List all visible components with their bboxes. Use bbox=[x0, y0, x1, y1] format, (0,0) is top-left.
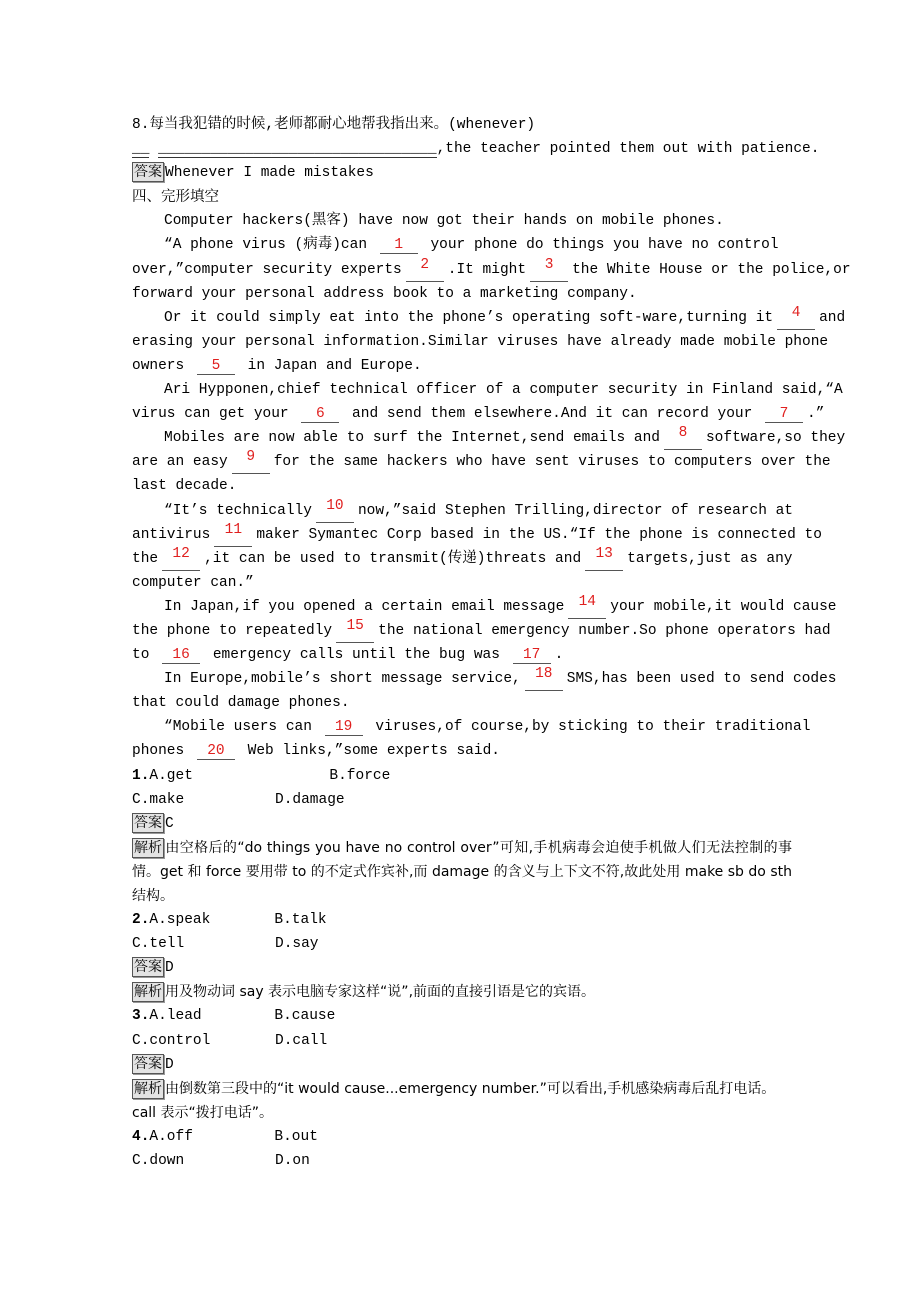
passage-line: are an easy 9 for the same hackers who have sent viruses to computers over the bbox=[132, 450, 792, 474]
passage-line: erasing your personal information.Similar viruses have already made mobile phone bbox=[132, 333, 829, 350]
passage-line: forward your personal address book to a marketing company. bbox=[132, 285, 637, 302]
question-2-answer: 答案 D bbox=[134, 959, 174, 977]
option-a: A.off bbox=[149, 1128, 193, 1145]
passage-line: Ari Hypponen,chief technical officer of a computer security in Finland said,“A bbox=[164, 382, 843, 399]
passage-line: Computer hackers(黑客) have now got their hands on mobile phones. bbox=[164, 213, 724, 230]
blank-2: 2 bbox=[406, 258, 444, 282]
blank-15: 15 bbox=[336, 619, 374, 643]
option-c: C.tell bbox=[132, 936, 185, 953]
analysis-tag: 解析 bbox=[134, 984, 162, 1001]
option-d: D.say bbox=[275, 936, 319, 953]
option-d: D.call bbox=[275, 1032, 328, 1049]
option-c: C.make bbox=[132, 791, 185, 808]
answer-tag: 答案 bbox=[134, 1055, 162, 1072]
passage-line: In Europe,mobile’s short message service, 18 SMS,has been used to send codes bbox=[132, 667, 792, 691]
blank-4: 4 bbox=[777, 306, 815, 330]
passage-line: owners 5 in Japan and Europe. bbox=[132, 357, 422, 374]
answer-blank-prefix: __ bbox=[132, 141, 150, 158]
question-2-options-ab: 2.A.speak B.talk bbox=[132, 908, 792, 932]
question-1-options-ab: 1.A.get B.force bbox=[132, 764, 792, 788]
blank-1: 1 bbox=[380, 238, 418, 254]
option-a: A.get bbox=[149, 767, 193, 784]
question-3-options-ab: 3.A.lead B.cause bbox=[132, 1004, 792, 1028]
blank-3: 3 bbox=[530, 258, 568, 282]
passage-line: the phone to repeatedly 15 the national emergency number.So phone operators had bbox=[132, 619, 792, 643]
option-a: A.lead bbox=[149, 1008, 202, 1025]
analysis-tag: 解析 bbox=[134, 839, 162, 856]
section-title: 四、完形填空 bbox=[132, 189, 219, 206]
analysis-tag: 解析 bbox=[134, 1080, 162, 1097]
option-c: C.down bbox=[132, 1153, 185, 1170]
option-c: C.control bbox=[132, 1032, 211, 1049]
translation-prompt: 8.每当我犯错的时候,老师都耐心地帮我指出来。(whenever) bbox=[132, 117, 536, 133]
blank-16: 16 bbox=[162, 648, 200, 664]
blank-12: 12 bbox=[162, 547, 200, 571]
question-1-answer: 答案 C bbox=[134, 814, 174, 832]
passage-line: virus can get your 6 and send them elsewhere.And it can record your 7 .” bbox=[132, 406, 825, 423]
answer-tag: 答案 bbox=[134, 959, 162, 976]
question-1-analysis: 解析 由空格后的“do things you have no control over”可知,手机病毒会迫使手机做人们无法控制的事情。get 和 force 要用带 to 的不定式作宾补,而 damage 的含义与上下文不符,故此处用 make sb do sth 结构。 bbox=[132, 839, 792, 904]
answer-text: Whenever I made mistakes bbox=[165, 165, 374, 182]
passage-line: phones 20 Web links,”some experts said. bbox=[132, 743, 500, 760]
option-a: A.speak bbox=[149, 912, 211, 929]
passage-line: “It’s technically 10 now,”said Stephen Trilling,director of research at bbox=[132, 499, 792, 523]
passage-line: Or it could simply eat into the phone’s operating soft-ware,turning it 4 and bbox=[132, 306, 792, 330]
question-3-analysis: 解析 由倒数第三段中的“it would cause...emergency number.”可以看出,手机感染病毒后乱打电话。call 表示“拨打电话”。 bbox=[132, 1080, 776, 1121]
blank-10: 10 bbox=[316, 499, 354, 523]
option-d: D.on bbox=[275, 1153, 310, 1170]
sentence-rest: ,the teacher pointed them out with patience. bbox=[436, 141, 820, 158]
passage-line: antivirus 11 maker Symantec Corp based in the US.“If the phone is connected to bbox=[132, 523, 792, 547]
question-4-options-ab: 4.A.off B.out bbox=[132, 1125, 792, 1149]
blank-20: 20 bbox=[197, 744, 235, 760]
blank-13: 13 bbox=[585, 547, 623, 571]
passage-line: Mobiles are now able to surf the Internet,send emails and 8 software,so they bbox=[132, 426, 792, 450]
option-d: D.damage bbox=[275, 791, 345, 808]
blank-7: 7 bbox=[765, 407, 803, 423]
passage-line: over,”computer security experts 2 .It might 3 the White House or the police,or bbox=[132, 258, 792, 282]
option-b: B.force bbox=[329, 767, 391, 784]
blank-11: 11 bbox=[214, 523, 252, 547]
question-3-answer: 答案 D bbox=[134, 1055, 174, 1073]
passage-line: In Japan,if you opened a certain email message 14 your mobile,it would cause bbox=[132, 595, 792, 619]
blank-17: 17 bbox=[513, 648, 551, 664]
passage-line: “A phone virus (病毒)can 1 your phone do things you have no control bbox=[164, 237, 779, 254]
passage-line: last decade. bbox=[132, 478, 237, 495]
question-3-options-cd bbox=[132, 1029, 792, 1053]
blank-18: 18 bbox=[525, 667, 563, 691]
passage-line: that could damage phones. bbox=[132, 695, 350, 712]
option-b: B.cause bbox=[274, 1008, 336, 1025]
passage-line: computer can.” bbox=[132, 574, 254, 591]
question-4-options-cd bbox=[132, 1149, 792, 1173]
translation-answer bbox=[132, 161, 792, 185]
blank-8: 8 bbox=[664, 426, 702, 450]
option-b: B.out bbox=[274, 1128, 318, 1145]
passage-line: the 12 ,it can be used to transmit(传递)threats and 13 targets,just as any bbox=[132, 547, 792, 571]
question-2-analysis: 解析 用及物动词 say 表示电脑专家这样“说”,前面的直接引语是它的宾语。 bbox=[134, 984, 596, 1001]
translation-sentence bbox=[132, 137, 820, 161]
answer-tag: 答案 bbox=[134, 164, 162, 181]
document-page bbox=[132, 113, 851, 1173]
blank-9: 9 bbox=[232, 450, 270, 474]
question-2-options-cd bbox=[132, 932, 792, 956]
option-b: B.talk bbox=[274, 912, 327, 929]
answer-tag: 答案 bbox=[134, 814, 162, 831]
blank-19: 19 bbox=[325, 720, 363, 736]
answer-blank: ________________________________ bbox=[158, 141, 437, 158]
blank-5: 5 bbox=[197, 359, 235, 375]
passage-line: “Mobile users can 19 viruses,of course,by sticking to their traditional bbox=[164, 719, 811, 736]
question-1-options-cd bbox=[132, 788, 792, 812]
blank-14: 14 bbox=[568, 595, 606, 619]
passage-line: to 16 emergency calls until the bug was 17 . bbox=[132, 647, 564, 664]
blank-6: 6 bbox=[301, 407, 339, 423]
